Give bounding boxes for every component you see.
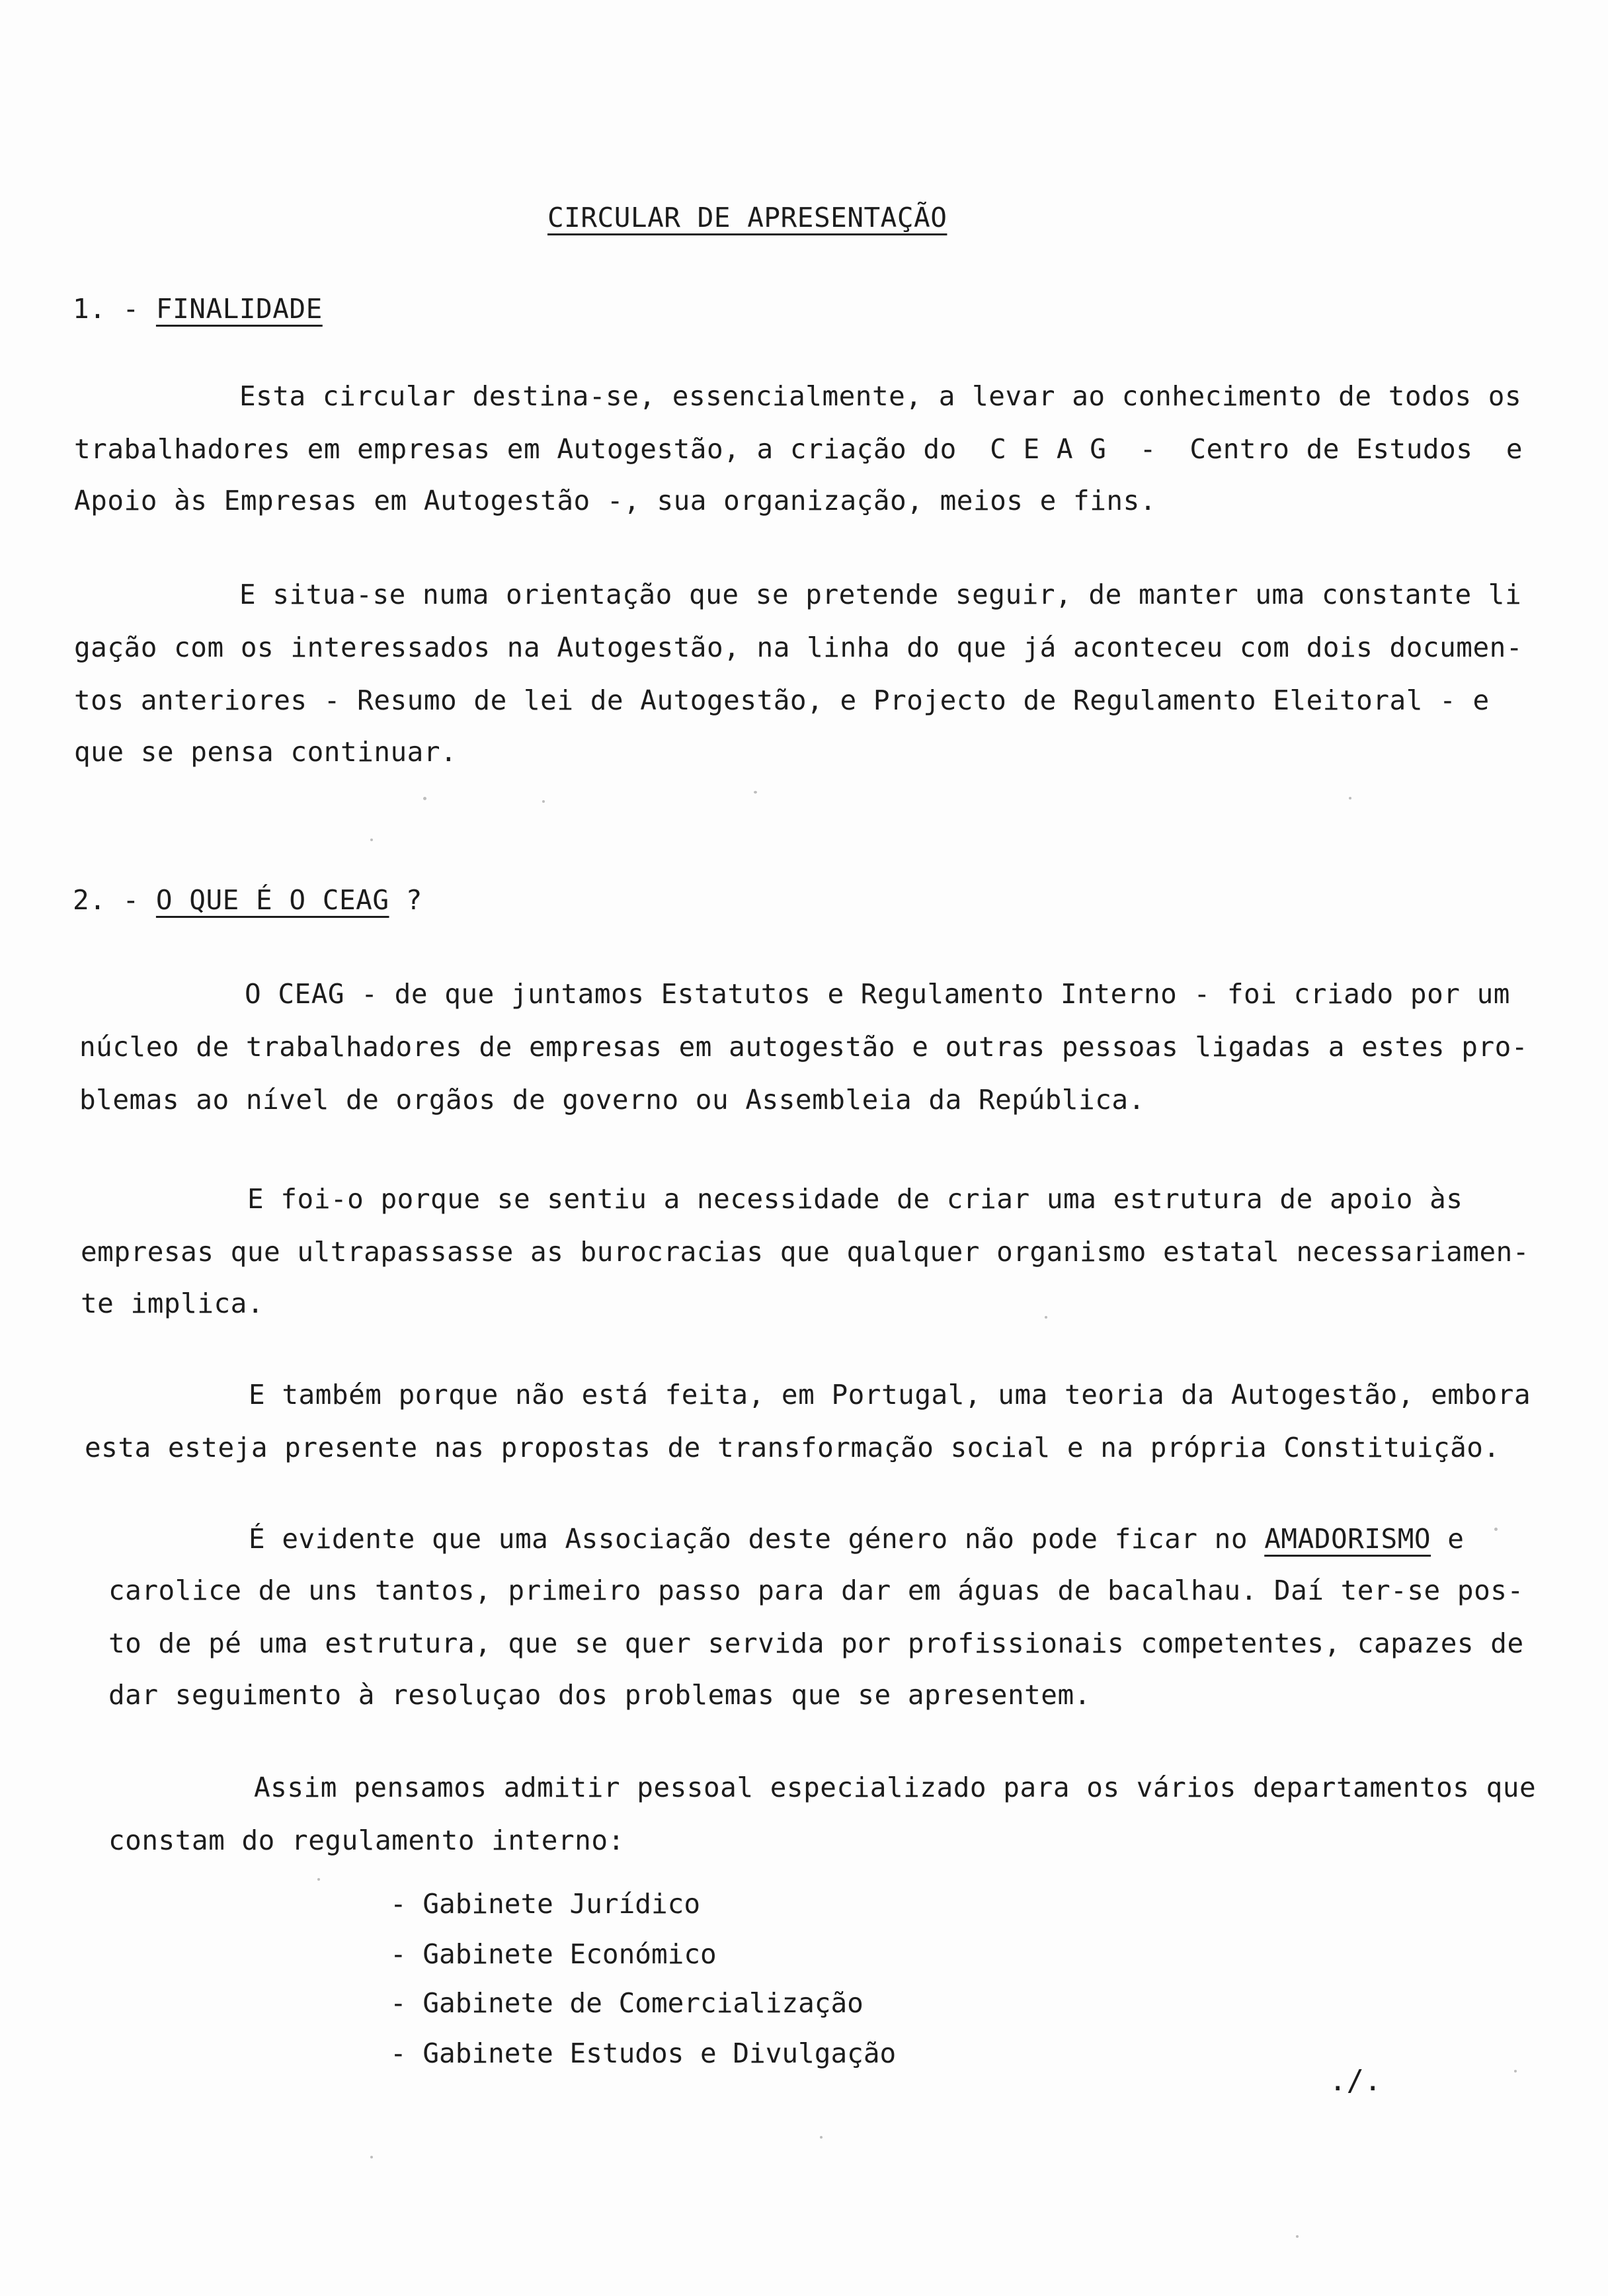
- paragraph-line: Esta circular destina-se, essencialmente, a levar ao conhecimento de todos os: [239, 380, 1522, 412]
- section-2-heading-suffix: ?: [389, 884, 422, 916]
- department-list-item: - Gabinete Económico: [390, 1938, 717, 1970]
- section-1-title: FINALIDADE: [155, 293, 323, 325]
- scan-speck: [370, 839, 373, 841]
- section-1-heading: [73, 291, 323, 327]
- paragraph-line: carolice de uns tantos, primeiro passo para dar em águas de bacalhau. Daí ter-se pos-: [108, 1575, 1524, 1606]
- paragraph-line: te implica.: [81, 1288, 264, 1319]
- paragraph-line: blemas ao nível de orgãos de governo ou Assembleia da República.: [79, 1084, 1145, 1116]
- paragraph-line: gação com os interessados na Autogestão, na linha do que já aconteceu com dois documen-: [74, 632, 1523, 663]
- scan-speck: [1514, 2070, 1517, 2072]
- scan-speck: [754, 791, 757, 794]
- scan-speck: [1349, 797, 1351, 800]
- document-title: CIRCULAR DE APRESENTAÇÃO: [547, 202, 947, 233]
- paragraph-line: dar seguimento à resoluçao dos problemas que se apresentem.: [108, 1679, 1091, 1711]
- paragraph-line: empresas que ultrapassasse as burocracias que qualquer organismo estatal necessariamen-: [81, 1236, 1530, 1268]
- section-2-heading: [73, 882, 422, 918]
- paragraph-line: E foi-o porque se sentiu a necessidade de criar uma estrutura de apoio às: [247, 1183, 1463, 1215]
- scan-speck: [820, 2136, 823, 2139]
- paragraph-line: esta esteja presente nas propostas de transformação social e na própria Constituição.: [85, 1432, 1500, 1463]
- scan-speck: [317, 1878, 320, 1881]
- paragraph-line: trabalhadores em empresas em Autogestão, a criação do C E A G - Centro de Estudos e: [74, 433, 1523, 465]
- paragraph-line: tos anteriores - Resumo de lei de Autogestão, e Projecto de Regulamento Eleitoral - e: [74, 684, 1490, 716]
- paragraph-line: Apoio às Empresas em Autogestão -, sua organização, meios e fins.: [74, 485, 1156, 516]
- paragraph-line: E situa-se numa orientação que se pretende seguir, de manter uma constante li: [239, 579, 1522, 610]
- scan-speck: [370, 2156, 373, 2158]
- paragraph-line: constam do regulamento interno:: [108, 1824, 625, 1856]
- continuation-mark: ./.: [1329, 2064, 1382, 2098]
- paragraph-line: Assim pensamos admitir pessoal especializado para os vários departamentos que: [254, 1772, 1537, 1803]
- scan-speck: [423, 797, 426, 800]
- section-2-number: 2. -: [73, 884, 156, 916]
- section-2-title: O QUE É O CEAG: [155, 884, 389, 916]
- paragraph-line: O CEAG - de que juntamos Estatutos e Regulamento Interno - foi criado por um: [245, 978, 1510, 1010]
- paragraph-line: núcleo de trabalhadores de empresas em autogestão e outras pessoas ligadas a estes pro-: [79, 1031, 1529, 1063]
- amadorismo-line: [249, 1521, 1464, 1557]
- section-1-number: 1. -: [73, 293, 156, 325]
- paragraph-line: que se pensa continuar.: [74, 736, 458, 768]
- amadorismo-line-end: e: [1431, 1523, 1465, 1555]
- amadorismo-line-start: É evidente que uma Associação deste género não pode ficar no: [249, 1523, 1265, 1555]
- department-list-item: - Gabinete Estudos e Divulgação: [390, 2037, 897, 2069]
- paragraph-line: E também porque não está feita, em Portugal, uma teoria da Autogestão, embora: [249, 1379, 1531, 1411]
- department-list-item: - Gabinete Jurídico: [390, 1888, 700, 1920]
- scan-speck: [1045, 1316, 1047, 1319]
- scan-speck: [1494, 1528, 1498, 1531]
- amadorismo-word: AMADORISMO: [1264, 1523, 1431, 1555]
- scan-speck: [1296, 2235, 1299, 2238]
- paragraph-line: to de pé uma estrutura, que se quer servida por profissionais competentes, capazes de: [108, 1627, 1524, 1659]
- department-list-item: - Gabinete de Comercialização: [390, 1987, 864, 2019]
- scan-speck: [542, 800, 545, 803]
